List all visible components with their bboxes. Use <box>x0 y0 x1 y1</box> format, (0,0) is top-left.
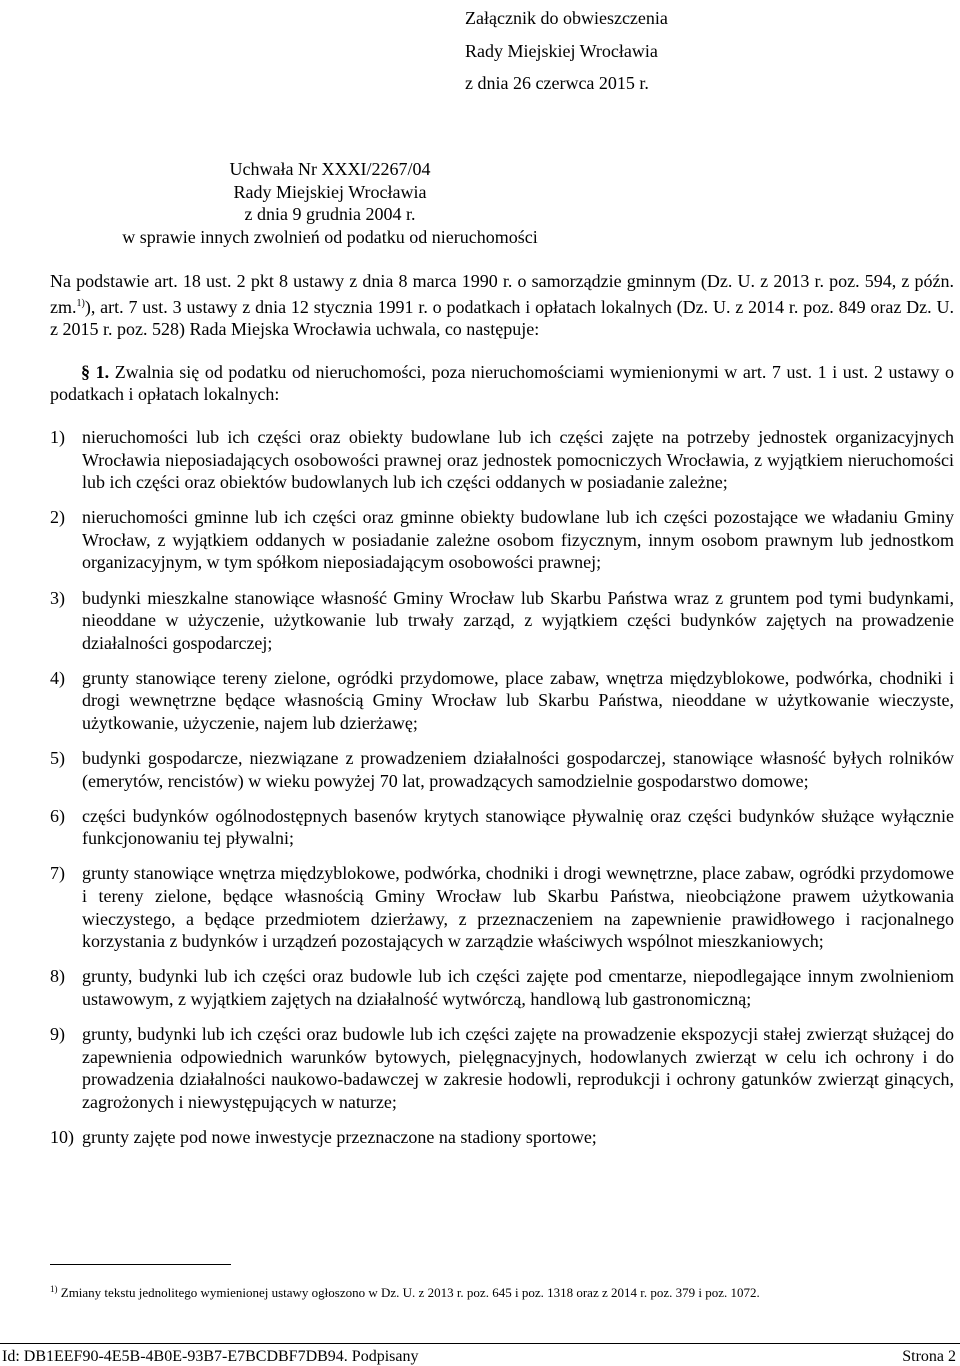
resolution-title <box>0 158 660 248</box>
list-item-number: 10) <box>50 1126 74 1147</box>
footnote <box>50 1281 950 1301</box>
resolution-subject: w sprawie innych zwolnień od podatku od nieruchomości <box>122 226 538 247</box>
footnote-divider <box>50 1264 231 1265</box>
resolution-council: Rady Miejskiej Wrocławia <box>233 181 427 202</box>
annex-line-1: Załącznik do obwieszczenia <box>465 8 668 28</box>
preamble-part-2: ), art. 7 ust. 3 ustawy z dnia 12 stycznia 1991 r. o podatkach i opłatach lokalnych (Dz. U. z 2014 r. poz. 849 oraz Dz. U. z 2015 r. poz. 528) Rada Miejska Wrocławia uchwala, co następuje: <box>50 296 954 340</box>
list-item-text: grunty, budynki lub ich części oraz budowle lub ich części zajęte na prowadzenie ekspozycji stałej zwierząt służącej do zapewnienia odpowiednich warunków bytowych, pielęgnacyjnych, hodowlanych zwierząt w celu ich ochrony i do prowadzenia działalności naukowo-badawczej w zakresie hodowli, reprodukcji i ochrony gatunków zwierząt ginących, zagrożonych i niewystępujących w naturze; <box>82 1024 954 1112</box>
list-item <box>50 506 954 574</box>
list-item <box>50 965 954 1010</box>
list-item <box>50 747 954 792</box>
footnote-mark: 1) <box>50 1284 58 1294</box>
document-id: Id: DB1EEF90-4E5B-4B0E-93B7-E7BCDBF7DB94. Podpisany <box>2 1348 419 1365</box>
list-item-number: 9) <box>50 1024 65 1045</box>
list-item-number: 3) <box>50 587 65 608</box>
section-1 <box>50 361 954 406</box>
document-body <box>50 270 954 1161</box>
list-item <box>50 1023 954 1113</box>
annex-line-3: z dnia 26 czerwca 2015 r. <box>465 73 649 93</box>
list-item-number: 1) <box>50 426 65 447</box>
list-item-text: budynki mieszkalne stanowiące własność Gminy Wrocław lub Skarbu Państwa wraz z gruntem pod tymi budynkami, nieoddane w użyczenie, użytkowanie lub trwały zarząd, z wyjątkiem części budynków zajętych na prowadzenie działalności gospodarczej; <box>82 587 954 653</box>
resolution-number: Uchwała Nr XXXI/2267/04 <box>229 159 431 179</box>
annex-line-2: Rady Miejskiej Wrocławia <box>465 40 658 61</box>
list-item <box>50 805 954 850</box>
list-item-number: 5) <box>50 748 65 769</box>
preamble-part-1: Na podstawie art. 18 ust. 2 pkt 8 ustawy z dnia 8 marca 1990 r. o samorządzie gminnym (Dz. U. z 2013 r. poz. 594, z późn. zm. <box>50 271 954 317</box>
list-item-number: 6) <box>50 805 65 826</box>
list-item-text: części budynków ogólnodostępnych basenów krytych stanowiące pływalnię oraz części budynków służące wyłącznie funkcjonowaniu tej pływalni; <box>82 805 954 849</box>
footnote-text: Zmiany tekstu jednolitego wymienionej ustawy ogłoszono w Dz. U. z 2013 r. poz. 645 i poz. 1318 oraz z 2014 r. poz. 379 i poz. 1072. <box>60 1285 760 1300</box>
preamble <box>50 270 954 341</box>
resolution-date: z dnia 9 grudnia 2004 r. <box>244 204 416 224</box>
list-item-text: grunty, budynki lub ich części oraz budowle lub ich części zajęte pod cmentarze, niepodlegające innym zwolnieniom ustawowym, z wyjątkiem zajętych na działalność wytwórczą, handlową lub gastronomiczną; <box>82 966 954 1009</box>
list-item-number: 4) <box>50 667 65 688</box>
list-item-text: grunty stanowiące wnętrza międzyblokowe, podwórka, chodniki i drogi wewnętrzne, place zabaw, ogródki przydomowe i tereny zielone, będące własnością Gminy Wrocław lub Skarbu Państwa, nieobciążone prawem użytkowania wieczystego, a będące przedmiotem dzierżawy, z przeznaczeniem na zapewnienie prawidłowego i racjonalnego korzystania z budynków i urządzeń pozostających w zarządzie właściwych wspólnot mieszkaniowych; <box>82 863 954 952</box>
list-item-text: grunty zajęte pod nowe inwestycje przeznaczone na stadiony sportowe; <box>82 1126 597 1147</box>
page-number: Strona 2 <box>902 1348 956 1365</box>
list-item-number: 2) <box>50 507 65 528</box>
list-item <box>50 667 954 735</box>
footer-divider <box>0 1343 960 1344</box>
list-item <box>50 587 954 655</box>
exemption-list <box>50 426 954 1149</box>
annex-header <box>465 2 668 100</box>
section-1-text: Zwalnia się od podatku od nieruchomości, poza nieruchomościami wymienionymi w art. 7 ust. 1 i ust. 2 ustawy o podatkach i opłatach lokalnych: <box>50 361 955 405</box>
list-item <box>50 862 954 952</box>
list-item-text: nieruchomości lub ich części oraz obiekty budowlane lub ich części zajęte na potrzeby jednostek organizacyjnych Wrocławia nieposiadających osobowości prawnej oraz jednostek pomocniczych Wrocławia, z wyjątkiem nieruchomości lub ich części oraz obiektów budowlanych lub ich części oddanych w posiadanie zależne; <box>82 426 954 493</box>
list-item <box>50 1126 954 1149</box>
section-1-mark: § 1. <box>81 361 110 382</box>
list-item-text: grunty stanowiące tereny zielone, ogródki przydomowe, place zabaw, wnętrza międzyblokowe, podwórka, chodniki i drogi wewnętrzne będące własnością Gminy Wrocław lub Skarbu Państwa, nieoddane w użytkowanie wieczyste, użytkowanie, użyczenie, najem lub dzierżawę; <box>82 667 954 733</box>
list-item-number: 8) <box>50 966 65 987</box>
list-item-number: 7) <box>50 863 65 884</box>
list-item-text: nieruchomości gminne lub ich części oraz gminne obiekty budowlane lub ich części pozostające we władaniu Gminy Wrocław, z wyjątkiem oddanych w posiadanie zależne osobom fizycznym, innym osobom prawnym lub jednostkom organizacyjnym, w tym spółkom nieposiadającym osobowości prawnej; <box>82 507 954 573</box>
list-item <box>50 426 954 494</box>
list-item-text: budynki gospodarcze, niezwiązane z prowadzeniem działalności gospodarczej, stanowiące własność byłych rolników (emerytów, rencistów) w wieku powyżej 70 lat, prowadzących samodzielnie gospodarstwo domowe; <box>82 748 954 791</box>
footnote-reference: 1) <box>76 297 85 309</box>
